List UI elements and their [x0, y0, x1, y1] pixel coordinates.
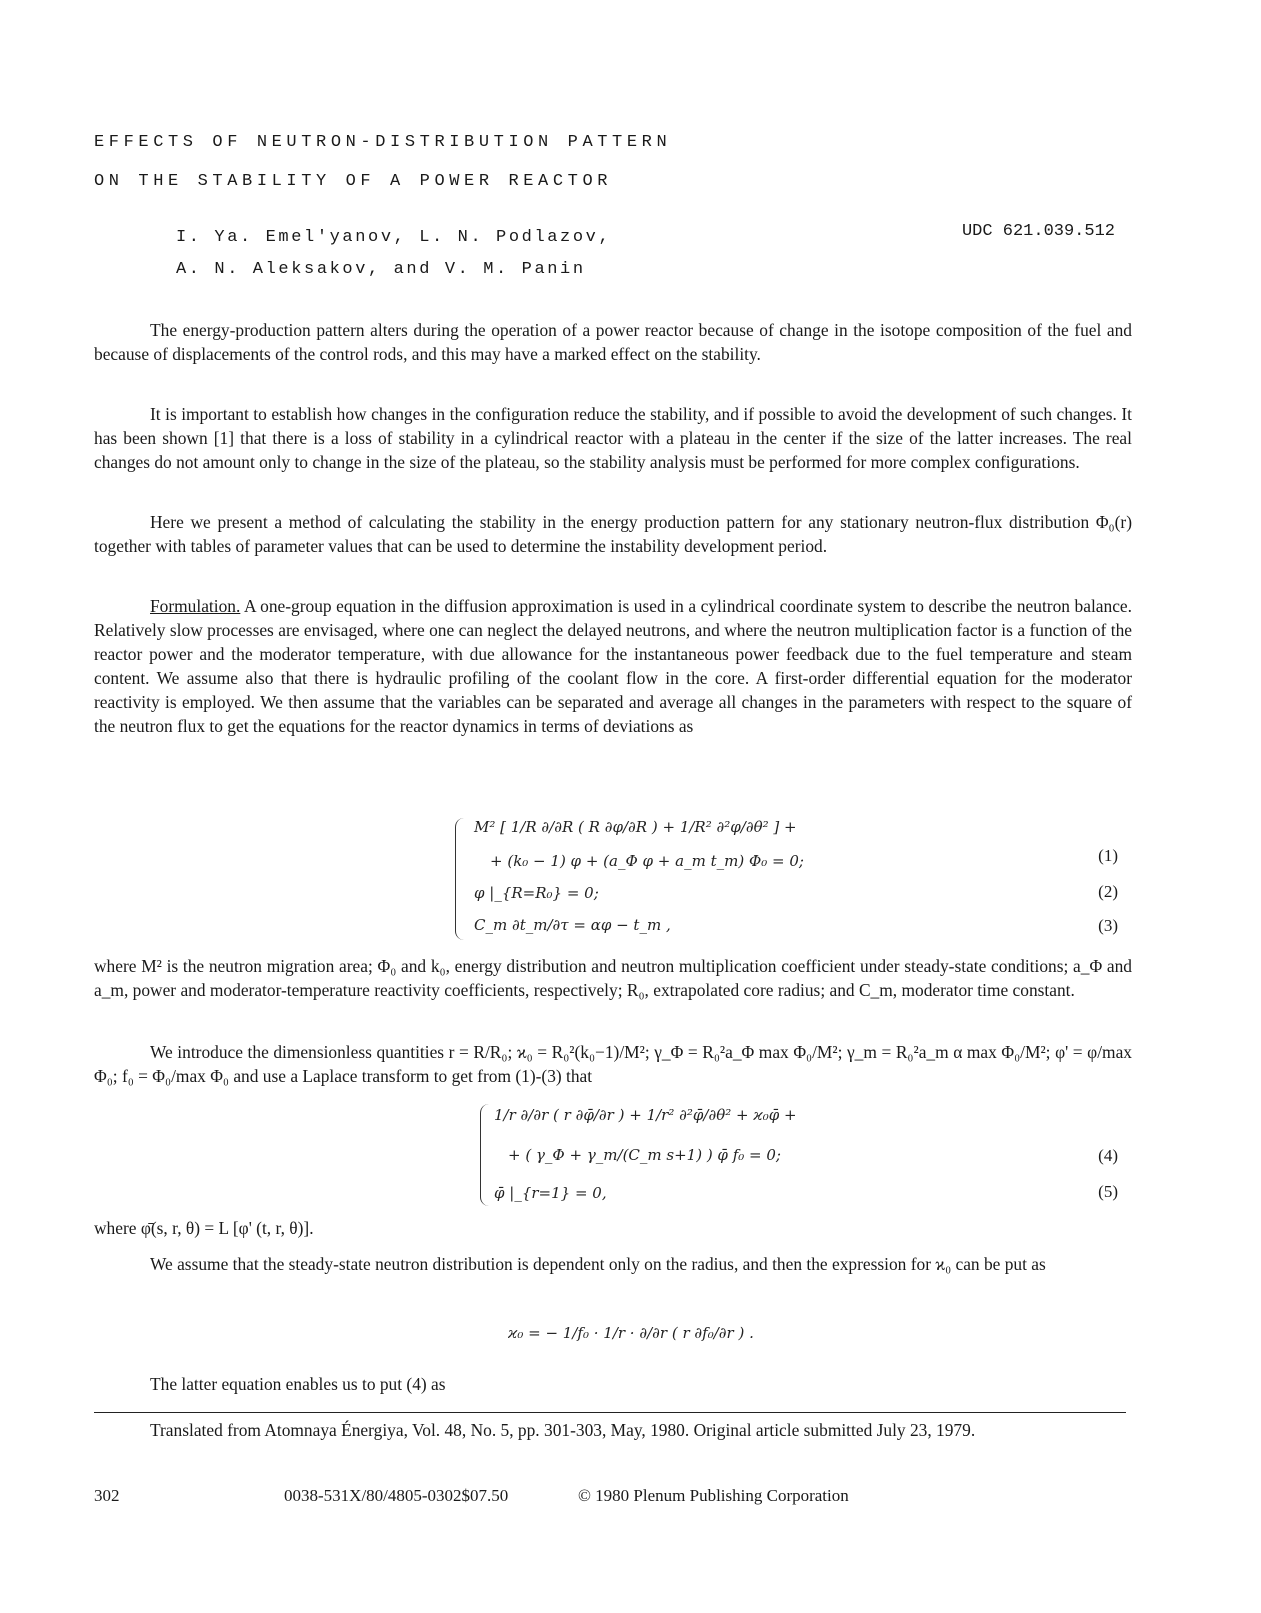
equation-1-line-1: M² [ 1/R ∂/∂R ( R ∂φ/∂R ) + 1/R² ∂²φ/∂θ² ] + — [474, 818, 797, 836]
equation-3: C_m ∂t_m/∂τ = αφ − t_m , — [474, 916, 671, 934]
authors — [176, 222, 611, 286]
equation-number-3: (3) — [1098, 916, 1118, 935]
paragraph-8: We assume that the steady-state neutron distribution is dependent only on the radius, and then the expression for ϰ₀ can be put as — [150, 1254, 1046, 1274]
equation-number-1: (1) — [1098, 846, 1118, 865]
issn-price: 0038-531X/80/4805-0302$07.50 — [284, 1486, 509, 1505]
equation-4-line-1: 1/r ∂/∂r ( r ∂φ̄/∂r ) + 1/r² ∂²φ̄/∂θ² + ϰ₀φ̄ + — [494, 1106, 797, 1124]
equation-number-5: (5) — [1098, 1182, 1118, 1201]
footnote-rule — [94, 1412, 1126, 1413]
title-line-2: ON THE STABILITY OF A POWER REACTOR — [94, 172, 613, 191]
paragraph-2: It is important to establish how changes in the configuration reduce the stability, and if possible to avoid the development of such changes. It has been shown [1] that there is a loss of stability in a cylindrical reactor with a plateau in the center if the size of the latter increases. The real changes do not amount only to change in the size of the plateau, so the stability analysis must be performed for more complex configurations. — [94, 404, 1132, 472]
equation-1-line-2: + (k₀ − 1) φ + (a_Φ φ + a_m t_m) Φ₀ = 0; — [490, 852, 804, 870]
equation-4-line-2: + ( γ_Φ + γ_m/(C_m s+1) ) φ̄ f₀ = 0; — [508, 1146, 781, 1164]
equation-5: φ̄ |_{r=1} = 0, — [494, 1184, 607, 1202]
copyright: © 1980 Plenum Publishing Corporation — [578, 1486, 849, 1505]
paragraph-3: Here we present a method of calculating the stability in the energy production pattern for any stationary neutron-flux distribution Φ₀(r) together with tables of parameter values that can be used to determine the instability development period. — [94, 512, 1132, 556]
section-heading-formulation: Formulation. — [150, 596, 241, 616]
equation-6: ϰ₀ = − 1/f₀ · 1/r · ∂/∂r ( r ∂f₀/∂r ) . — [508, 1324, 754, 1342]
paragraph-4: Formulation. A one-group equation in the diffusion approximation is used in a cylindrical coordinate system to describe the neutron balance. Relatively slow processes are envisaged, where one can neglect the delayed neutrons, and where the neutron multiplication factor is a function of the reactor power and the moderator temperature, with due allowance for the instantaneous power feedback due to the fuel temperature and steam content. We assume also that there is hydraulic profiling of the coolant flow in the core. A first-order differential equation for the moderator reactivity is employed. We then assume that the variables can be separated and average all changes in the parameters with respect to the square of the neutron flux to get the equations for the reactor dynamics in terms of deviations as — [94, 596, 1132, 736]
paragraph-1: The energy-production pattern alters during the operation of a power reactor because of change in the isotope composition of the fuel and because of displacements of the control rods, and this may have a marked effect on the stability. — [94, 320, 1132, 364]
footnote: Translated from Atomnaya Énergiya, Vol. 48, No. 5, pp. 301-303, May, 1980. Original article submitted July 23, 1979. — [150, 1420, 976, 1440]
equation-number-4: (4) — [1098, 1146, 1118, 1165]
page-number: 302 — [94, 1486, 120, 1505]
equation-system-brace-1 — [455, 818, 464, 940]
equation-2: φ |_{R=R₀} = 0; — [474, 884, 599, 902]
authors-line-2: A. N. Aleksakov, and V. M. Panin — [176, 260, 586, 279]
paragraph-9: The latter equation enables us to put (4) as — [150, 1374, 446, 1394]
paragraph-7: where φ̄(s, r, θ) = L [φ' (t, r, θ)]. — [94, 1218, 314, 1238]
equation-system-brace-2 — [480, 1104, 489, 1206]
paragraph-5: where M² is the neutron migration area; Φ₀ and k₀, energy distribution and neutron multiplication coefficient under steady-state conditions; a_Φ and a_m, power and moderator-temperature reactivity coefficients, respectively; R₀, extrapolated core radius; and C_m, moderator time constant. — [94, 956, 1132, 1000]
udc-code: UDC 621.039.512 — [961, 222, 1115, 241]
authors-line-1: I. Ya. Emel'yanov, L. N. Podlazov, — [176, 228, 612, 247]
paragraph-6: We introduce the dimensionless quantities r = R/R₀; ϰ₀ = R₀²(k₀−1)/M²; γ_Φ = R₀²a_Φ max Φ₀/M²; γ_m = R₀²a_m α max Φ₀/M²; φ' = φ/max Φ₀; f₀ = Φ₀/max Φ₀ and use a Laplace transform to get from (1)-(3) that — [94, 1042, 1132, 1086]
equation-number-2: (2) — [1098, 882, 1118, 901]
title-line-1: EFFECTS OF NEUTRON-DISTRIBUTION PATTERN — [94, 133, 672, 152]
